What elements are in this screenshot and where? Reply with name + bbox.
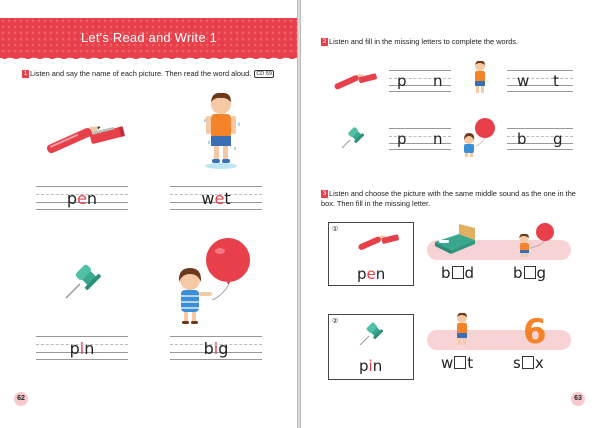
example-box-pen [328,222,414,286]
pin-picture-box [357,321,387,347]
writing-lines-pin [36,336,128,360]
item-marker-2: ② [332,318,339,325]
item-marker-1: ① [332,226,339,233]
fill-lines-big[interactable]: b g [507,128,573,150]
left-page [0,0,298,428]
pen-picture-small [331,67,377,91]
writing-lines-wet [170,186,262,210]
box-word-pin: pin [359,357,383,375]
blank-box[interactable] [452,266,464,279]
pen-picture-box [355,229,399,251]
six-number-picture[interactable]: 6 [523,312,547,352]
instruction-1 [22,69,274,78]
banner-wave-edge [0,54,298,62]
title-banner [0,18,298,58]
wet-boy-picture [196,90,246,170]
choice-strip-2 [427,330,571,350]
blank-box[interactable] [524,266,536,279]
boy-balloon-picture[interactable] [515,222,555,258]
blank-box[interactable] [454,356,466,369]
example-box-pin [328,314,414,380]
fill-lines-pen[interactable]: p n [389,70,451,92]
instruction-text-line1: Listen and choose the picture with the same middle sound as the one in the [329,189,576,198]
choice-word-wet[interactable]: w t [441,354,474,372]
wet-boy-picture-choice[interactable] [453,312,471,348]
pin-picture-small [339,126,367,150]
instruction-number: 2 [322,38,327,45]
cd-track-icon[interactable]: CD 59 [256,71,272,77]
word-wet: wet [201,189,231,208]
wet-boy-picture-small [471,60,489,96]
instruction-text: Listen and say the name of each picture. Then read the word aloud. [30,69,252,78]
writing-lines-pen [36,186,128,210]
instruction-3 [321,189,576,208]
instruction-text: Listen and fill in the missing letters to complete the words. [329,37,518,46]
choice-word-bed[interactable]: b d [441,264,475,282]
pen-picture [38,112,128,157]
word-pen: pen [66,189,98,208]
word-big: big [203,339,229,358]
writing-lines-big [170,336,262,360]
instruction-number: 3 [322,190,327,197]
pin-picture [58,262,108,302]
box-word-pen: pen [357,265,386,283]
girl-balloon-picture-small [461,118,497,158]
page-number-right: 63 [571,392,585,406]
instruction-number: 1 [23,70,28,77]
word-pin: pin [69,339,95,358]
blank-box[interactable] [522,356,534,369]
girl-balloon-picture [172,238,254,328]
choice-word-six[interactable]: s x [513,354,544,372]
instruction-2 [321,37,518,46]
choice-word-big[interactable]: b g [513,264,547,282]
instruction-text-line2: box. Then fill in the missing letter. [321,198,431,208]
page-title: Let's Read and Write 1 [81,30,217,45]
fill-lines-pin[interactable]: p n [389,128,451,150]
page-number-left: 62 [14,392,28,406]
bed-picture[interactable] [431,224,479,254]
fill-lines-wet[interactable]: w t [507,70,573,92]
right-page [300,0,600,428]
